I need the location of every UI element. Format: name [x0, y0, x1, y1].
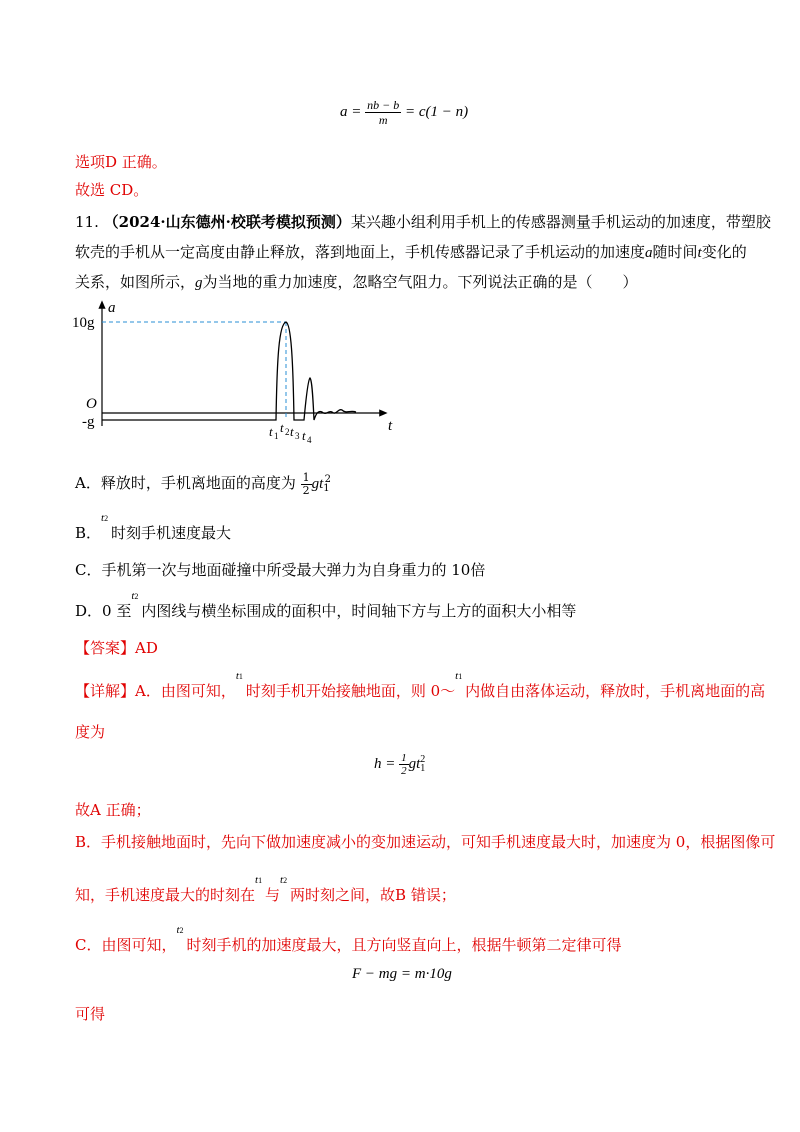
question-line-3 — [75, 272, 638, 293]
eq-lhs: a = — [340, 103, 362, 120]
tick-10g: 10g — [72, 315, 95, 331]
label-t3-sub: 3 — [295, 431, 300, 441]
option-b-label: B． — [75, 524, 102, 542]
option-a-frac-den: 2 — [302, 483, 310, 497]
eq-h-num: 1 — [401, 752, 407, 764]
option-d-t: t2 — [131, 590, 139, 602]
origin-label: O — [86, 396, 97, 412]
option-a — [75, 470, 331, 499]
explain-l1-mid: 时刻手机开始接触地面，则 0～ — [245, 682, 456, 700]
eq-h-fraction — [399, 752, 409, 777]
explain-c1-pre: C．由图可知， — [75, 936, 177, 954]
option-a-text: A．释放时，手机离地面的高度为 — [75, 474, 296, 492]
equation-force: F − mg = m·10g — [352, 966, 452, 982]
label-t2-sub: 2 — [285, 427, 290, 437]
question-text-1: 某兴趣小组利用手机上的传感器测量手机运动的加速度，带塑胶 — [350, 213, 771, 231]
acceleration-time-graph — [70, 298, 400, 448]
line-d-correct: 选项D 正确。 — [75, 153, 167, 171]
option-b — [75, 512, 232, 543]
option-c: C．手机第一次与地面碰撞中所受最大弹力为自身重力的 10倍 — [75, 561, 486, 579]
eq-numerator: nb − b — [367, 98, 400, 112]
eq-h-expr: gt — [408, 755, 421, 772]
var-g: g — [195, 275, 203, 291]
option-a-sub: 1 — [323, 483, 330, 494]
explain-c1-t: t2 — [176, 924, 184, 936]
explain-l1-end: 内做自由落体运动，释放时，手机离地面的高 — [465, 682, 766, 700]
explain-c1-end: 时刻手机的加速度最大，且方向竖直向上，根据牛顿第二定律可得 — [186, 936, 622, 954]
question-text-3a: 关系，如图所示， — [75, 273, 196, 291]
acceleration-curve — [102, 322, 356, 420]
eq-h-sup: 2 — [420, 753, 426, 765]
question-line-2 — [75, 242, 747, 263]
explain-last: 可得 — [75, 1005, 106, 1023]
label-t1: t — [269, 424, 273, 439]
explain-line-2: 度为 — [75, 723, 106, 741]
question-text-2b: 随时间 — [652, 243, 698, 261]
eq-h-lhs: h = — [374, 755, 396, 772]
explain-b2-t1: t1 — [255, 874, 263, 886]
question-source: （2024·山东德州·校联考模拟预测） — [103, 213, 351, 231]
x-axis-label: t — [388, 418, 393, 434]
option-b-text: 时刻手机速度最大 — [111, 524, 232, 542]
var-a: a — [645, 245, 653, 261]
tick-minus-g: -g — [82, 414, 95, 430]
explain-b2-end: 两时刻之间，故B 错误； — [290, 886, 456, 904]
label-t2: t — [280, 420, 284, 435]
question-text-2a: 软壳的手机从一定高度由静止释放，落到地面上，手机传感器记录了手机运动的加速度 — [75, 243, 646, 261]
eq-h-den: 2 — [401, 765, 407, 777]
explain-b-line-1: B．手机接触地面时，先向下做加速度减小的变加速运动，可知手机速度最大时，加速度为 0，根据图像可 — [75, 833, 776, 851]
answer-label: 【答案】AD — [75, 639, 158, 657]
label-t4-sub: 4 — [307, 435, 312, 445]
eq-fraction — [365, 98, 401, 127]
explain-l1-t: t1 — [235, 670, 243, 682]
eq-rhs: = c(1 − n) — [404, 103, 469, 120]
option-a-frac-num: 1 — [302, 470, 310, 484]
question-line-1 — [75, 212, 771, 232]
option-b-t: t2 — [101, 512, 109, 524]
eq-h-sub: 1 — [420, 762, 426, 774]
option-a-expr: gt — [311, 476, 324, 492]
label-t3: t — [290, 424, 294, 439]
option-a-fraction — [301, 472, 312, 497]
y-axis-label: a — [108, 300, 116, 316]
explain-l1-pre: 【详解】A．由图可知， — [75, 682, 236, 700]
explain-line-1 — [75, 670, 766, 701]
explain-l1-t2: t1 — [455, 670, 463, 682]
label-t4: t — [302, 428, 306, 443]
line-choose: 故选 CD。 — [75, 181, 149, 199]
eq-denominator: m — [378, 113, 388, 127]
explain-a-correct: 故A 正确； — [75, 801, 151, 819]
option-a-sup: 2 — [324, 474, 332, 485]
label-t1-sub: 1 — [274, 431, 279, 441]
equation-acceleration — [340, 98, 468, 127]
var-t: t — [697, 245, 702, 261]
explain-b2-pre: 知，手机速度最大的时刻在 — [75, 886, 256, 904]
explain-c-line-1 — [75, 924, 622, 955]
explain-b2-t2: t2 — [280, 874, 288, 886]
option-d-label: D．0 至 — [75, 602, 132, 620]
option-d-text: 内图线与横坐标围成的面积中，时间轴下方与上方的面积大小相等 — [141, 602, 577, 620]
option-d — [75, 590, 577, 621]
question-text-2c: 变化的 — [701, 243, 747, 261]
explain-b2-mid: 与 — [265, 886, 281, 904]
equation-height — [374, 752, 425, 777]
question-text-3b: 为当地的重力加速度，忽略空气阻力。下列说法正确的是（ ） — [202, 273, 638, 291]
question-number: 11. — [75, 213, 99, 231]
explain-b-line-2 — [75, 874, 456, 905]
